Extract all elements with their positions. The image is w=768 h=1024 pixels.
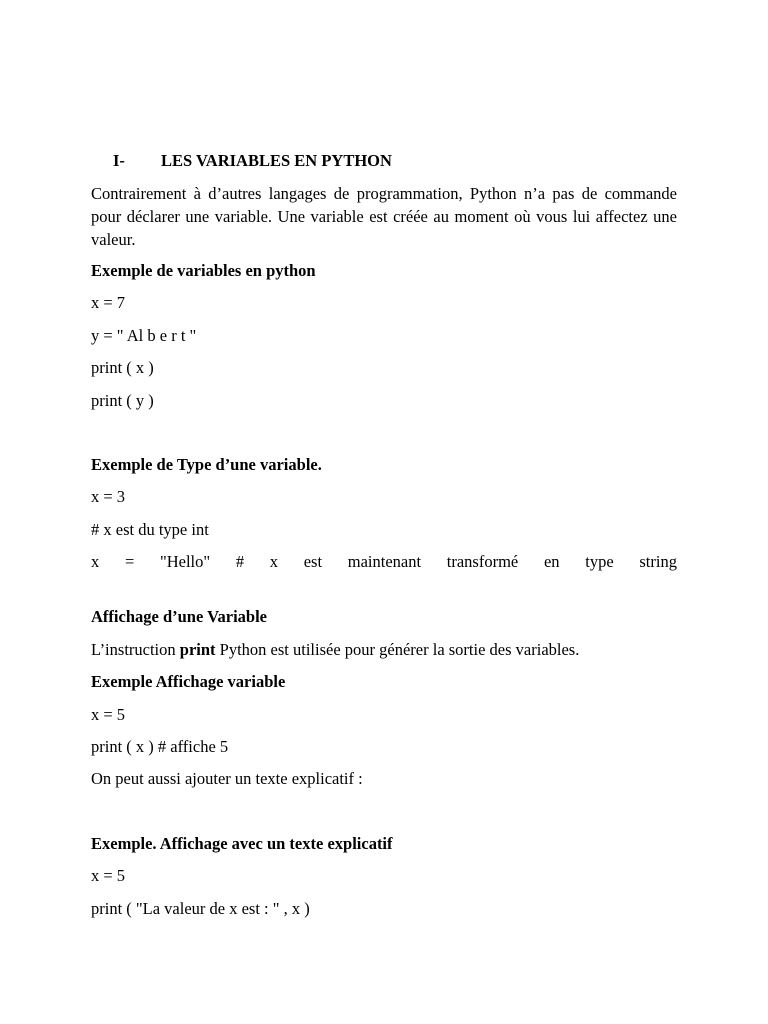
code-line: x = 7 xyxy=(91,293,126,312)
text-line: On peut aussi ajouter un texte explicatif : xyxy=(91,769,363,788)
code-line: print ( y ) xyxy=(91,391,154,410)
section-title: LES VARIABLES EN PYTHON xyxy=(161,151,392,170)
code-token: est xyxy=(303,552,323,571)
code-token: maintenant xyxy=(347,552,422,571)
code-line: y = " Al b e r t " xyxy=(91,326,197,345)
code-line: x = 5 xyxy=(91,705,126,724)
display-heading: Affichage d’une Variable xyxy=(91,607,268,626)
justified-code-line xyxy=(91,552,677,572)
intro-paragraph: Contrairement à d’autres langages de programmation, Python n’a pas de commande pour déclarer une variable. Une variable est créée au moment où vous lui affectez une valeur. xyxy=(91,184,677,249)
code-line: x = 5 xyxy=(91,866,126,885)
example4-heading: Exemple. Affichage avec un texte explicatif xyxy=(91,834,393,853)
code-line: print ( x ) xyxy=(91,358,154,377)
code-line: # x est du type int xyxy=(91,520,209,539)
code-token: = xyxy=(124,552,135,571)
code-line: x = 3 xyxy=(91,487,126,506)
code-token: "Hello" xyxy=(159,552,211,571)
example2-heading: Exemple de Type d’une variable. xyxy=(91,455,322,474)
example3-heading: Exemple Affichage variable xyxy=(91,672,286,691)
code-token: string xyxy=(639,552,677,571)
code-line: print ( "La valeur de x est : " , x ) xyxy=(91,899,310,918)
print-keyword: print xyxy=(179,640,216,659)
code-token: type xyxy=(585,552,614,571)
code-token: transformé xyxy=(446,552,519,571)
display-text-after: Python est utilisée pour générer la sortie des variables. xyxy=(215,640,580,659)
section-number: I- xyxy=(113,151,125,170)
code-line: print ( x ) # affiche 5 xyxy=(91,737,229,756)
code-token: # xyxy=(235,552,245,571)
code-token: x xyxy=(269,552,279,571)
display-paragraph xyxy=(91,640,579,660)
display-text-before: L’instruction xyxy=(91,640,180,659)
code-token: en xyxy=(543,552,560,571)
example1-heading: Exemple de variables en python xyxy=(91,261,316,280)
code-token: x xyxy=(91,552,100,571)
section-heading xyxy=(113,151,392,171)
